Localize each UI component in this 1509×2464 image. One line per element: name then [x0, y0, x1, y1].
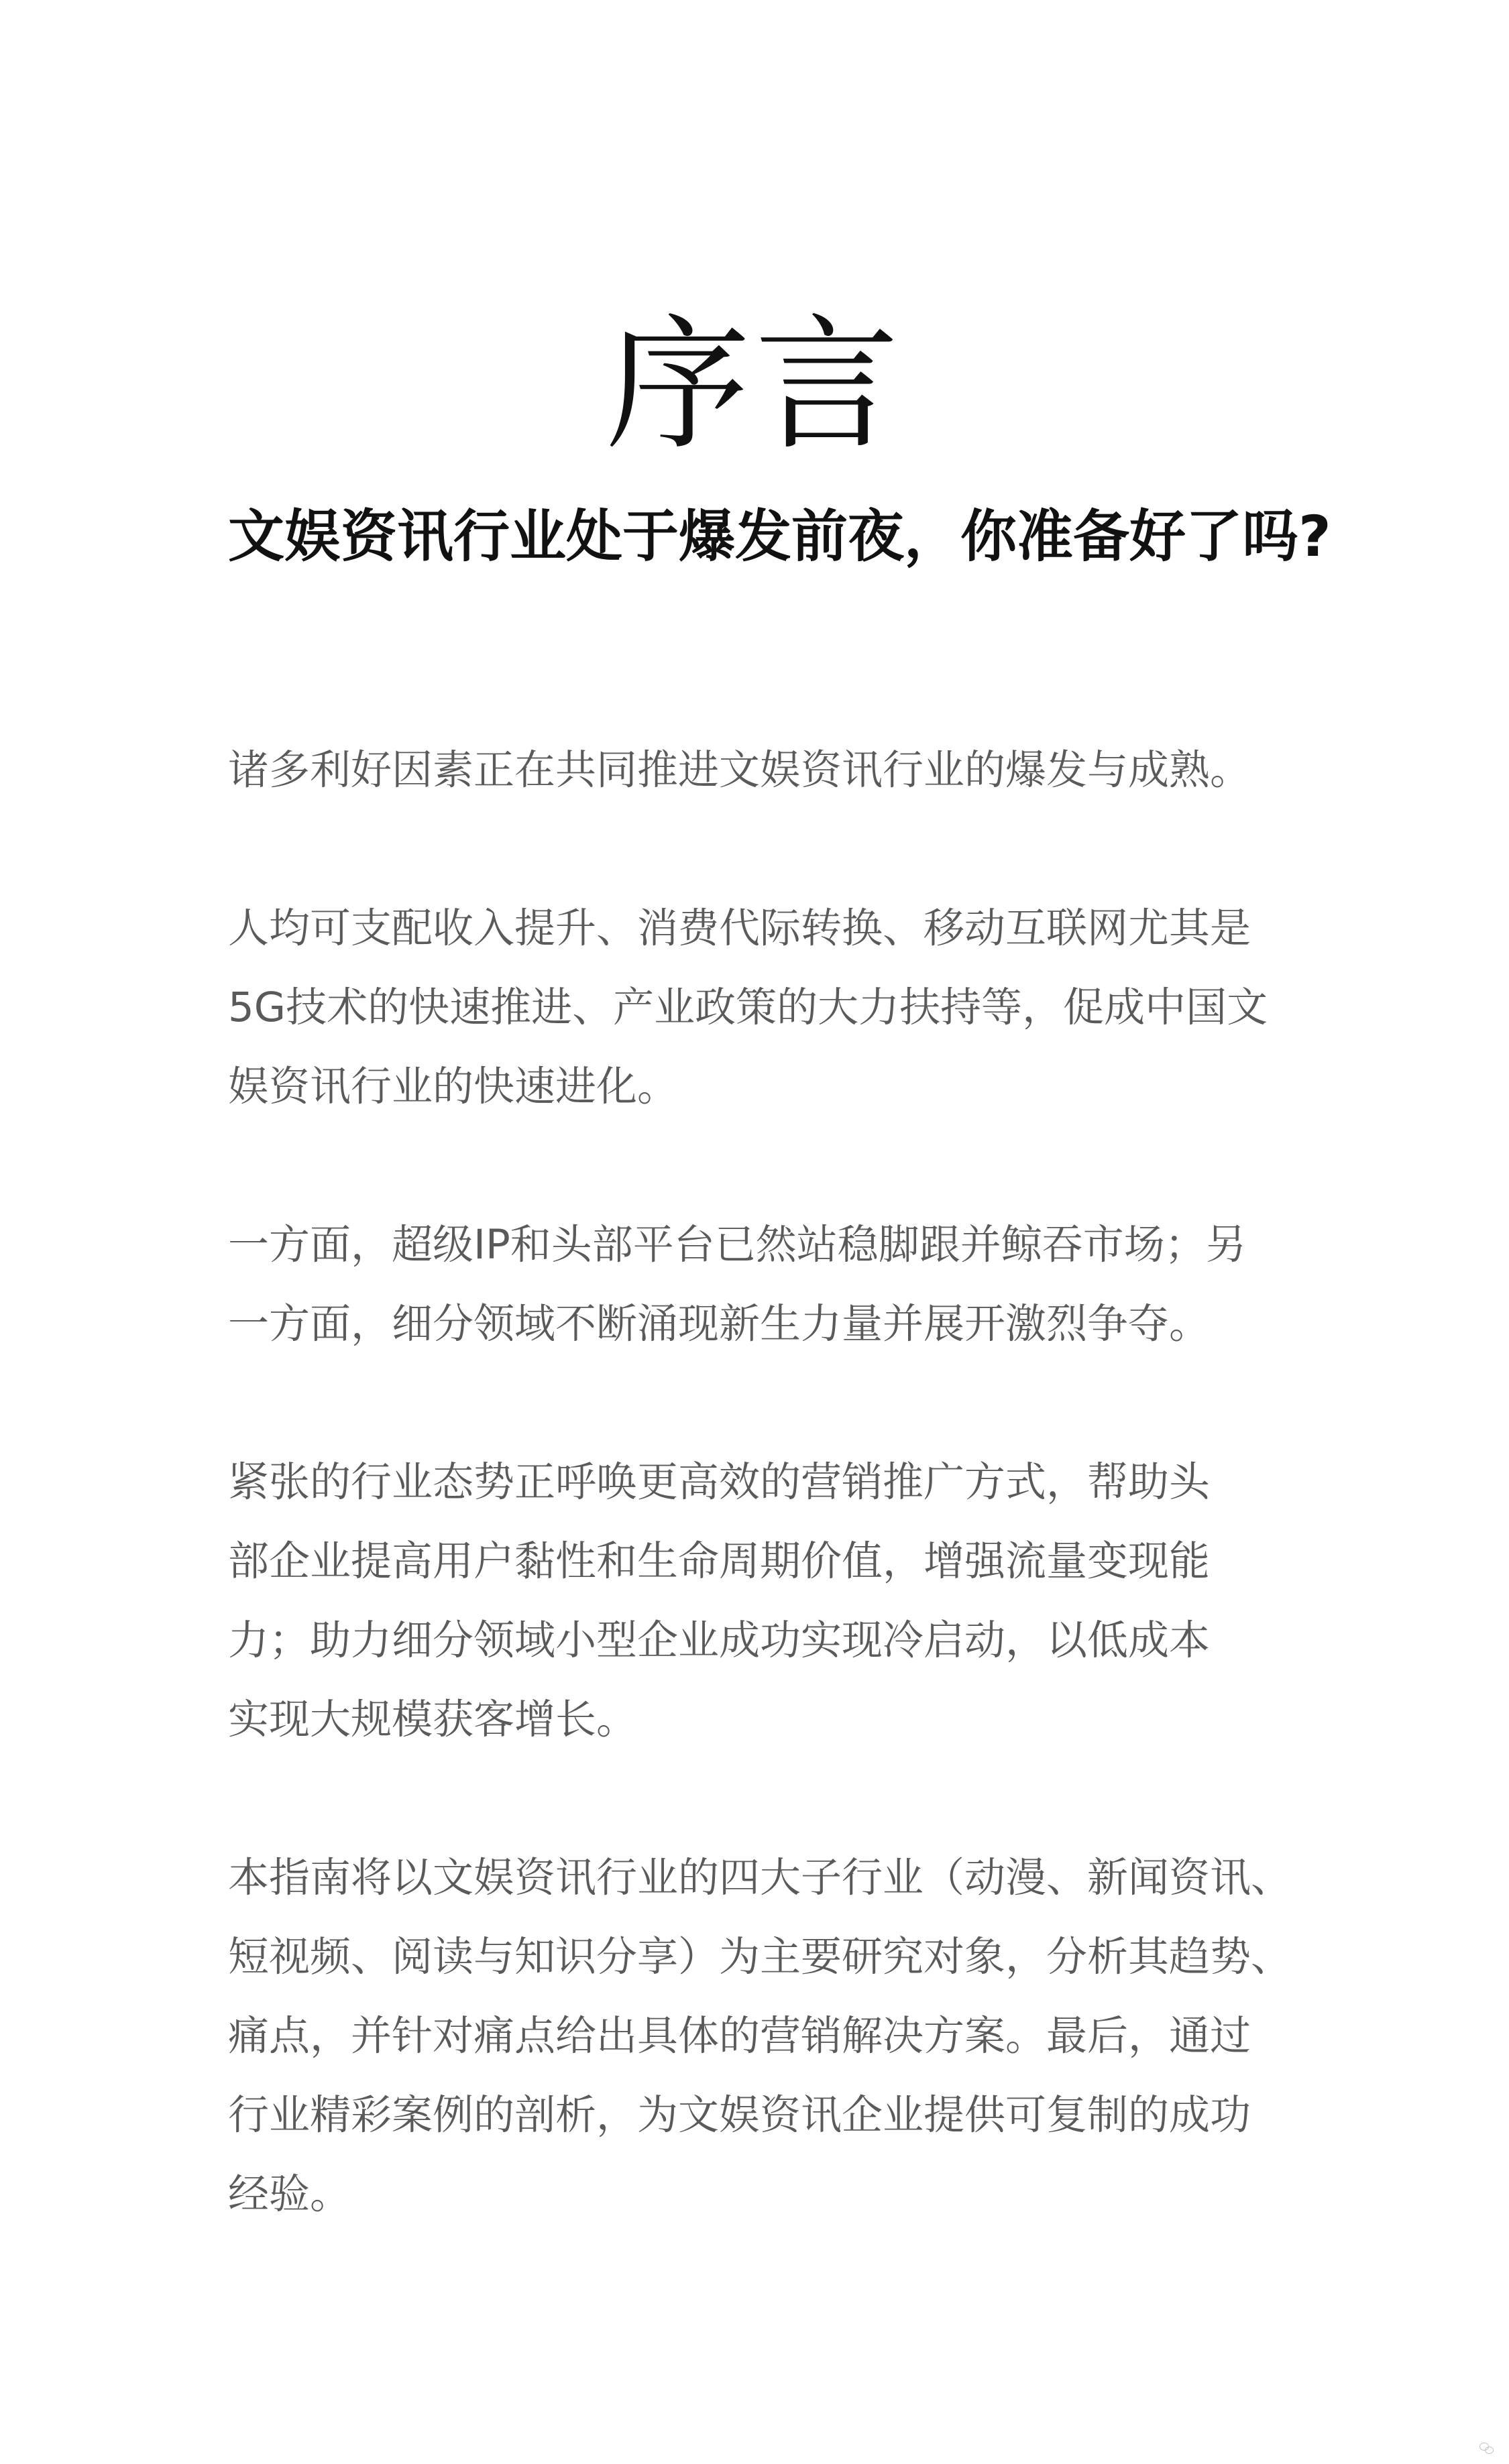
wechat-icon — [1479, 2443, 1494, 2455]
watermark — [1479, 2443, 1494, 2455]
body-text — [228, 731, 1294, 2313]
page-title: 序言 — [605, 301, 903, 469]
paragraph-2: 人均可支配收入提升、消费代际转换、移动互联网尤其是 5G技术的快速推进、产业政策的大力扶持等，促成中国文 娱资讯行业的快速进化。 — [228, 904, 1268, 1110]
page-subtitle: 文娱资讯行业处于爆发前夜，你准备好了吗? — [228, 504, 1331, 569]
paragraph-5: 本指南将以文娱资讯行业的四大子行业（动漫、新闻资讯、 短视频、阅读与知识分享）为主要研究对象，分析其趋势、 痛点，并针对痛点给出具体的营销解决方案。最后，通过 行业精彩案例的剖析，为文娱资讯企业提供可复制的成功 经验。 — [228, 1854, 1292, 2218]
paragraph-3: 一方面，超级IP和头部平台已然站稳脚跟并鲸吞市场；另 一方面，细分领域不断涌现新生力量并展开激烈争夺。 — [228, 1221, 1247, 1348]
paragraph-1: 诸多利好因素正在共同推进文娱资讯行业的爆发与成熟。 — [228, 746, 1251, 794]
paragraph-4: 紧张的行业态势正呼唤更高效的营销推广方式，帮助头 部企业提高用户黏性和生命周期价值，增强流量变现能 力；助力细分领域小型企业成功实现冷启动，以低成本 实现大规模获客增长。 — [228, 1458, 1211, 1743]
